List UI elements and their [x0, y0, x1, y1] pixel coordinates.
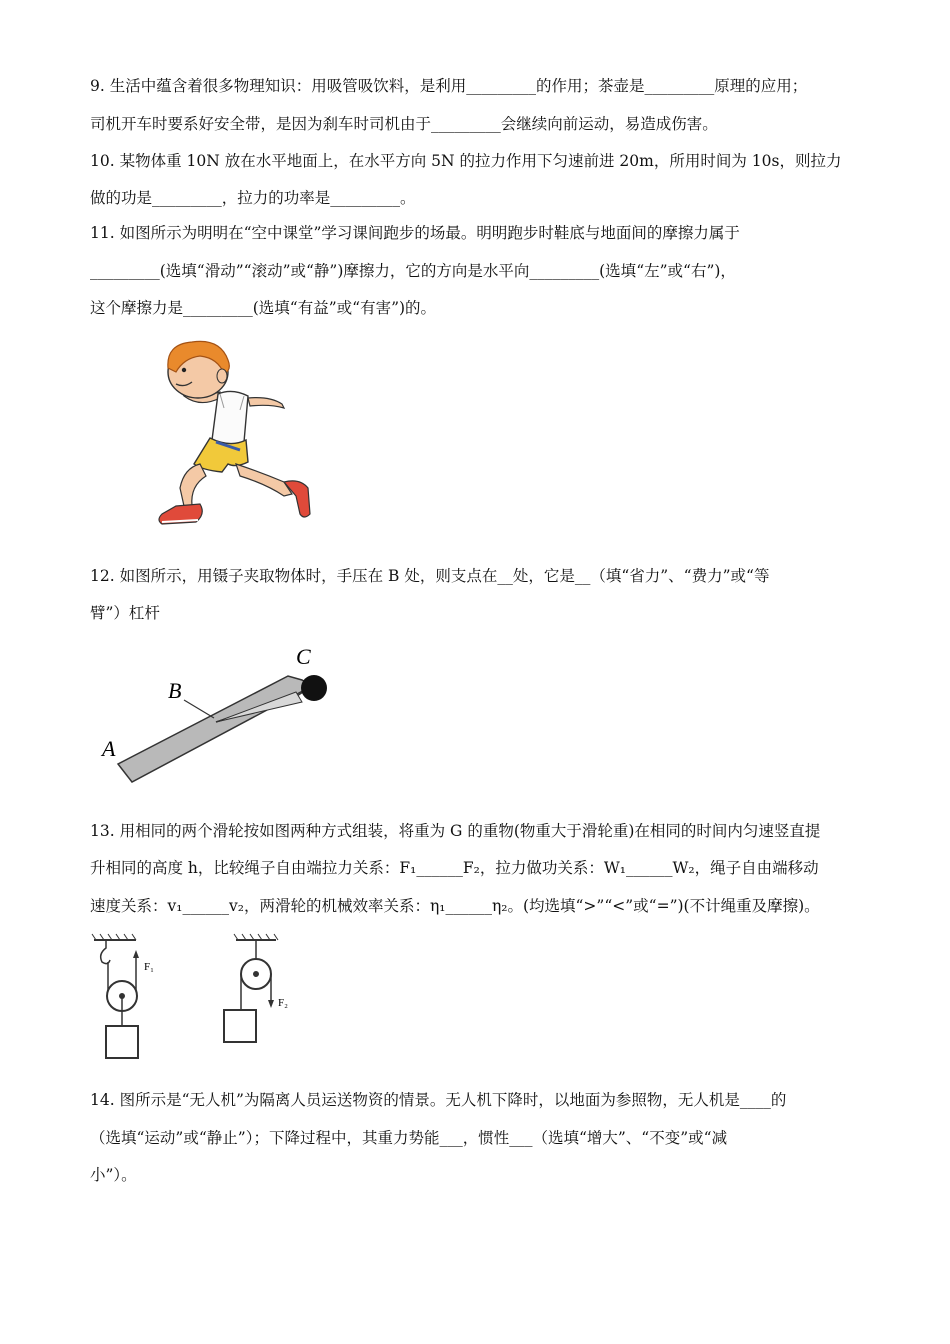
q10-line1: 10. 某物体重 10N 放在水平地面上，在水平方向 5N 的拉力作用下匀速前进 20m，所用时间为 10s，则拉力: [90, 152, 842, 170]
tweezers-figure: [96, 640, 346, 790]
q14-line3: 小”）。: [90, 1166, 137, 1184]
q12-line1: 12. 如图所示，用镊子夹取物体时，手压在 B 处，则支点在__处，它是__（填“省力”、“费力”或“等: [90, 567, 770, 585]
q13-line1: 13. 用相同的两个滑轮按如图两种方式组装，将重为 G 的重物(物重大于滑轮重)在相同的时间内匀速竖直提: [90, 822, 821, 840]
q9-line2: 司机开车时要系好安全带，是因为刹车时司机由于_________会继续向前运动，易造成伤害。: [90, 115, 718, 133]
q11-line2: _________(选填“滑动”“滚动”或“静”)摩擦力，它的方向是水平向_________(选填“左”或“右”)，: [90, 262, 736, 280]
q13-line2: 升相同的高度 h，比较绳子自由端拉力关系：F₁______F₂，拉力做功关系：W₁______W₂，绳子自由端移动: [90, 859, 819, 877]
q12-line2: 臂”）杠杆: [90, 604, 160, 622]
label-f1: F₁: [144, 961, 154, 973]
q11-line3: 这个摩擦力是_________(选填“有益”或“有害”)的。: [90, 299, 437, 317]
q11-line1: 11. 如图所示为明明在“空中课堂”学习课间跑步的场最。明明跑步时鞋底与地面间的摩擦力属于: [90, 224, 740, 242]
label-f2: F₂: [278, 997, 288, 1009]
label-b: B: [168, 678, 182, 703]
label-a: A: [102, 736, 116, 761]
q14-line2: （选填“运动”或“静止”）；下降过程中，其重力势能___，惯性___（选填“增大”、“不变”或“减: [90, 1129, 728, 1147]
q9-line1: 9. 生活中蕴含着很多物理知识：用吸管吸饮料，是利用_________的作用；茶壶是_________原理的应用；: [90, 77, 808, 95]
label-c: C: [296, 644, 311, 669]
running-boy-illustration: [140, 338, 320, 533]
clamped-object: [301, 675, 327, 701]
q13-line3: 速度关系：v₁______v₂，两滑轮的机械效率关系：η₁______η₂。(均选填“>”“<”或“=”)(不计绳重及摩擦)。: [90, 897, 820, 915]
q14-line1: 14. 图所示是“无人机”为隔离人员运送物资的情景。无人机下降时，以地面为参照物，无人机是____的: [90, 1091, 787, 1109]
q10-line2: 做的功是_________，拉力的功率是_________。: [90, 189, 416, 207]
pulley-figures: [90, 930, 310, 1070]
